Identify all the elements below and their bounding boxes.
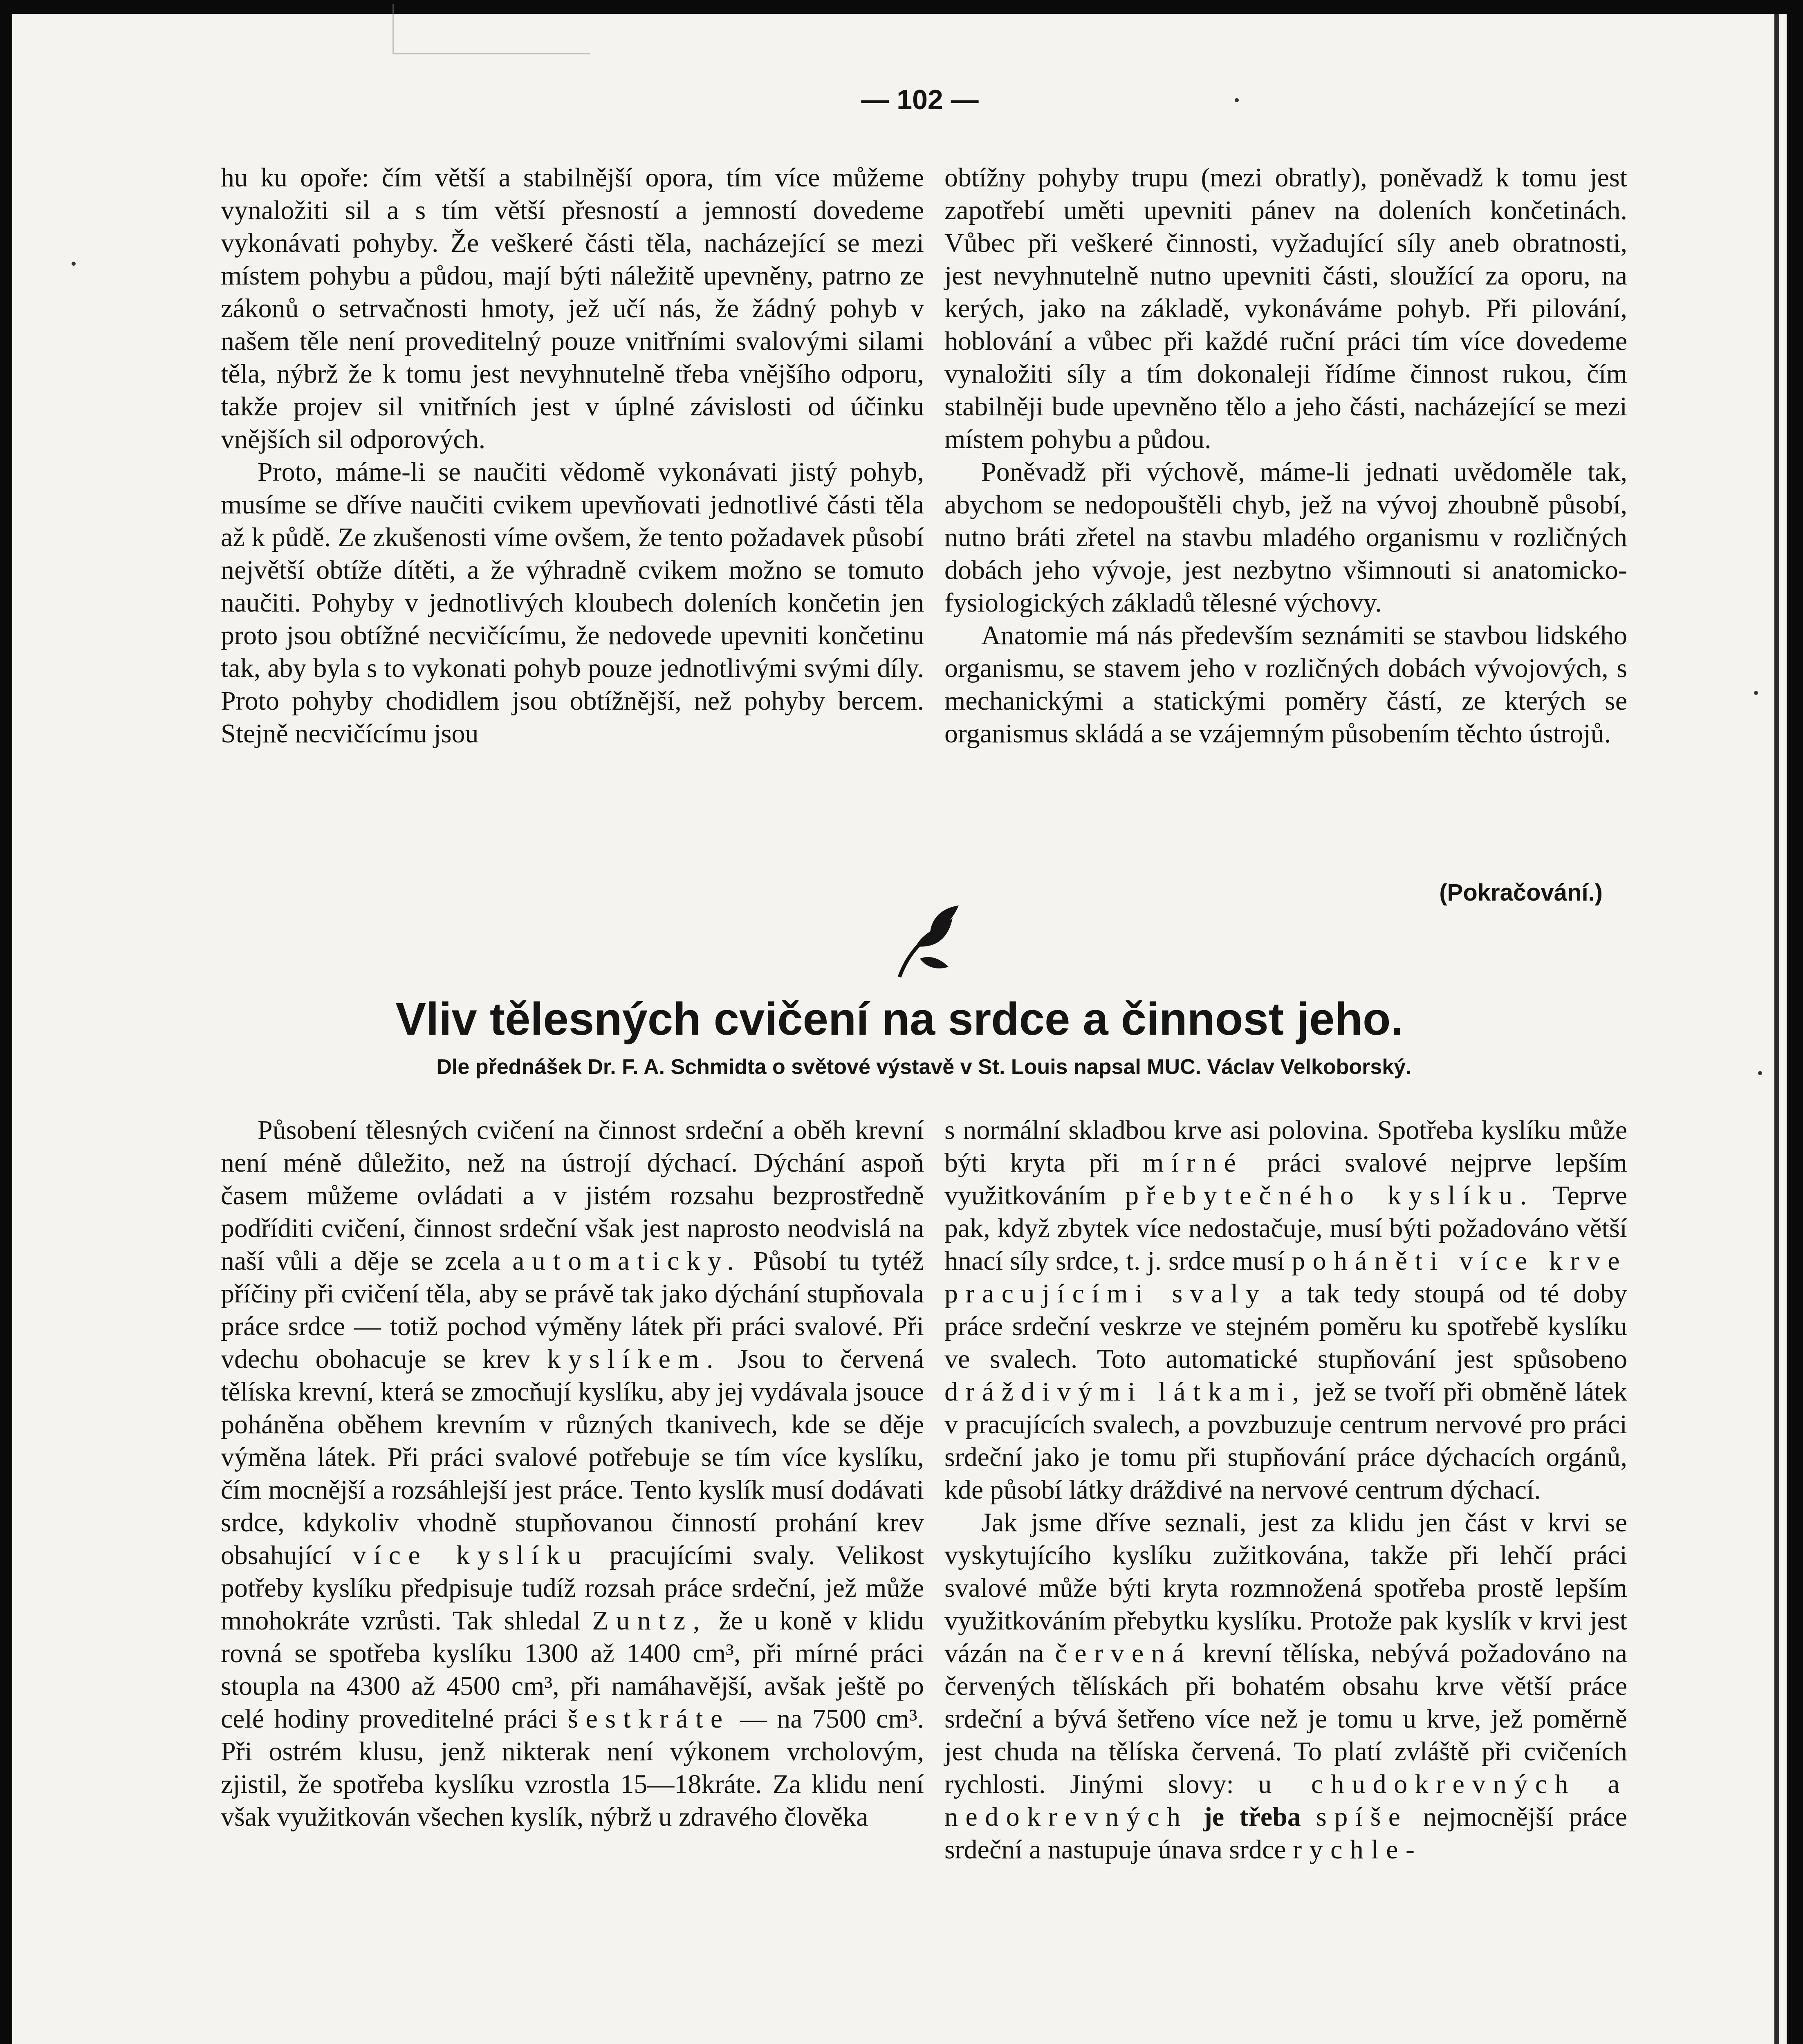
scan-speck: [1758, 1071, 1762, 1075]
spaced-emphasis: dráždivými látkami,: [944, 1377, 1307, 1407]
article-byline: Dle přednášek Dr. F. A. Schmidta o světové výstavě v St. Louis napsal MUC. Václav Velkoborský.: [436, 1055, 1412, 1079]
leaf-ornament-icon: [891, 901, 965, 979]
spaced-emphasis: u chudokrevných a nedokrevných: [944, 1769, 1627, 1832]
text-run: s normální skladbou krve asi polovina. Spotřeba kyslíku může býti kryta při: [944, 1115, 1627, 1178]
text-run: Jak jsme dříve seznali, jest za klidu jen část v krvi se vyskytujícího kyslíku zužitkována, takže při lehčí práci svalové může býti kryta rozmnožená spotřeba prostě lepším využitkováním přebytku kyslíku. Protože pak kyslík v krvi jest vázán na: [944, 1508, 1627, 1668]
text-run: a tak tedy stoupá od té doby práce srdeční veskrze ve stejném poměru ku spotřebě kyslíku ve svalech. Toto automatické stupňování jest spůsobeno: [944, 1279, 1627, 1374]
paragraph: [221, 1114, 924, 1833]
part1-column-left: [221, 161, 924, 750]
scan-border-left: [0, 0, 12, 2044]
text-run: pracujícími svaly. Velikost potřeby kyslíku předpisuje tudíž rozsah práce srdeční, jež může mnohokráte vzrůsti. Tak shledal: [221, 1540, 924, 1636]
scan-speck: [1235, 98, 1239, 102]
paragraph: Proto, máme-li se naučiti vědomě vykonávati jistý pohyb, musíme se dříve naučiti cvikem upevňovati jednotlivé části těla až k půdě. Ze zkušenosti víme ovšem, že tento požadavek působí největší obtíže dítěti, a že výhradně cvikem možno se tomuto naučiti. Pohyby v jednotlivých kloubech doleních končetin jen proto jsou obtížné necvičícímu, že nedovede upevniti končetinu tak, aby byla s to vykonati pohyb pouze jednotlivými svými díly. Proto pohyby chodidlem jsou obtížnější, než pohyby bercem. Stejně necvičícímu jsou: [221, 457, 924, 749]
text-run: nejmocnější práce srdeční a nastupuje únava srdce: [944, 1802, 1627, 1865]
article-column-left: [221, 1114, 924, 1833]
spaced-emphasis: červená: [1055, 1638, 1192, 1668]
scan-border-right: [1787, 0, 1803, 2044]
text-run: Působí tu tytéž příčiny při cvičení těla, aby se právě tak jako dýchání stupňovala práce srdce — totiž pochod výměny látek při práci svalové. Při vdechu obohacuje se krev: [221, 1246, 924, 1374]
paragraph: Poněvadž při výchově, máme-li jednati uvědoměle tak, abychom se nedopouštěli chyb, jež na vývoj zhoubně působí, nutno bráti zřetel na stavbu mladého organismu v rozličných dobách jeho vývoje, jest nezbytno všimnouti si anatomicko-fysiologických základů tělesné výchovy.: [944, 457, 1627, 618]
spaced-emphasis: poháněti více krve pracujícími svaly: [944, 1246, 1627, 1309]
paragraph: hu ku opoře: čím větší a stabilnější opora, tím více můžeme vynaložiti sil a s tím větší přesností a jemností dovedeme vykonávati pohyby. Že veškeré části těla, nacházející se mezi místem pohybu a půdou, mají býti náležitě upevněny, patrno ze zákonů o setrvačnosti hmoty, jež učí nás, že žádný pohyb v našem těle není proveditelný pouze vnitřními svalovými silami těla, nýbrž že k tomu jest nevyhnutelně třeba vnějšího odporu, takže projev sil vnitřních jest v úplné závislosti od účinku vnějších sil odporových.: [221, 163, 924, 454]
paragraph: obtížny pohyby trupu (mezi obratly), poněvadž k tomu jest zapotřebí uměti upevniti pánev na doleních končetinách. Vůbec při veškeré činnosti, vyžadující síly aneb obratnosti, jest nevyhnutelně nutno upevniti části, sloužící za oporu, na kerých, jako na základě, vykonáváme pohyb. Při pilování, hoblování a vůbec při každé ruční práci tím více dovedeme vynaložiti síly a tím dokonaleji řídíme činnost rukou, čím stabilněji bude upevněno tělo a jeho části, nacházející se mezi místem pohybu a půdou.: [944, 163, 1627, 454]
spaced-emphasis: rychle-: [1293, 1835, 1422, 1865]
text-run: že u koně v klidu rovná se spotřeba kyslíku 1300 až 1400 cm³, při mírné práci stoupla na 4300 až 4500 cm³, při namáhavější, avšak ještě po celé hodiny proveditelné práci: [221, 1606, 924, 1734]
spaced-emphasis: více kyslíku: [352, 1540, 589, 1570]
article-title: Vliv tělesných cvičení na srdce a činnost jeho.: [395, 993, 1404, 1044]
text-run: Působení tělesných cvičení na činnost srdeční a oběh krevní není méně důležito, než na ústrojí dýchací. Dýchání aspoň časem můžeme ovládati a v jistém rozsahu bezprostředně podříditi cvičení, činnost srdeční však jest naprosto neodvislá na naší vůli a děje se zcela: [221, 1115, 924, 1276]
scan-border-top: [0, 0, 1803, 14]
text-run: Jsou to červená tělíska krevní, která se zmocňují kyslíku, aby jej vydávala jsouce poháněna oběhem krevním v různých tkanivech, kde se děje výměna látek. Při práci svalové potřebuje se tím více kyslíku, čím mocnější a rozsáhlejší jest práce. Tento kyslík musí dodávati srdce, kdykoliv vhodně stupňovanou činností prohání krev obsahující: [221, 1344, 924, 1570]
spaced-emphasis: přebytečného kyslíku.: [1125, 1181, 1534, 1210]
bold-run: je třeba: [1203, 1802, 1301, 1832]
paragraph: [944, 1114, 1627, 1506]
article-column-right: [944, 1114, 1627, 1866]
faded-stamp-mark: [392, 4, 590, 54]
continuation-note: (Pokračování.): [1439, 879, 1603, 906]
spaced-emphasis: šestkráte: [567, 1704, 730, 1734]
scan-speck: [1754, 691, 1758, 695]
spaced-emphasis: Zuntz,: [592, 1606, 707, 1636]
text-run: jež se tvoří při obměně látek v pracujících svalech, a povzbuzuje centrum nervové pro práci srdeční jako je tomu při stupňování práce dýchacích orgánů, kde působí látky dráždivé na nervové centrum dýchací.: [944, 1377, 1628, 1505]
text-run: práci svalové nejprve lepším využitkováním: [944, 1148, 1628, 1210]
paragraph: Anatomie má nás především seznámiti se stavbou lidského organismu, se stavem jeho v rozličných dobách vývojových, s mechanickými a statickými poměry částí, ze kterých se organismus skládá a se vzájemným působením těchto ústrojů.: [944, 621, 1627, 749]
page-number: — 102 —: [861, 84, 979, 115]
text-run: Teprve pak, když zbytek více nedostačuje, musí býti požadováno větší hnací síly srdce, t. j. srdce musí: [944, 1181, 1628, 1276]
scan-binding-edge: [1774, 14, 1779, 2044]
spaced-emphasis: kyslíkem.: [547, 1344, 721, 1374]
spaced-emphasis: automaticky.: [512, 1246, 742, 1276]
paragraph: [944, 1506, 1627, 1866]
part1-column-right: [944, 161, 1627, 750]
spaced-emphasis: spíše: [1316, 1802, 1408, 1832]
text-run: krevní tělíska, nebývá požadováno na červených tělískách při bohatém obsahu krve větší práce srdeční a bývá šetřeno více než je tomu u krve, jež poměrně jest chuda na tělíska červená. To platí zvláště při cvičeních rychlosti. Jinými slovy:: [944, 1638, 1628, 1799]
scan-speck: [72, 262, 76, 266]
text-run: — na 7500 cm³. Při ostrém klusu, jenž nikterak není výkonem vrcholovým, zjistil, že spotřeba kyslíku vzrostla 15—18kráte. Za klidu není však využitkován všechen kyslík, nýbrž u zdravého člověka: [221, 1704, 924, 1832]
spaced-emphasis: mírné: [1143, 1148, 1244, 1178]
